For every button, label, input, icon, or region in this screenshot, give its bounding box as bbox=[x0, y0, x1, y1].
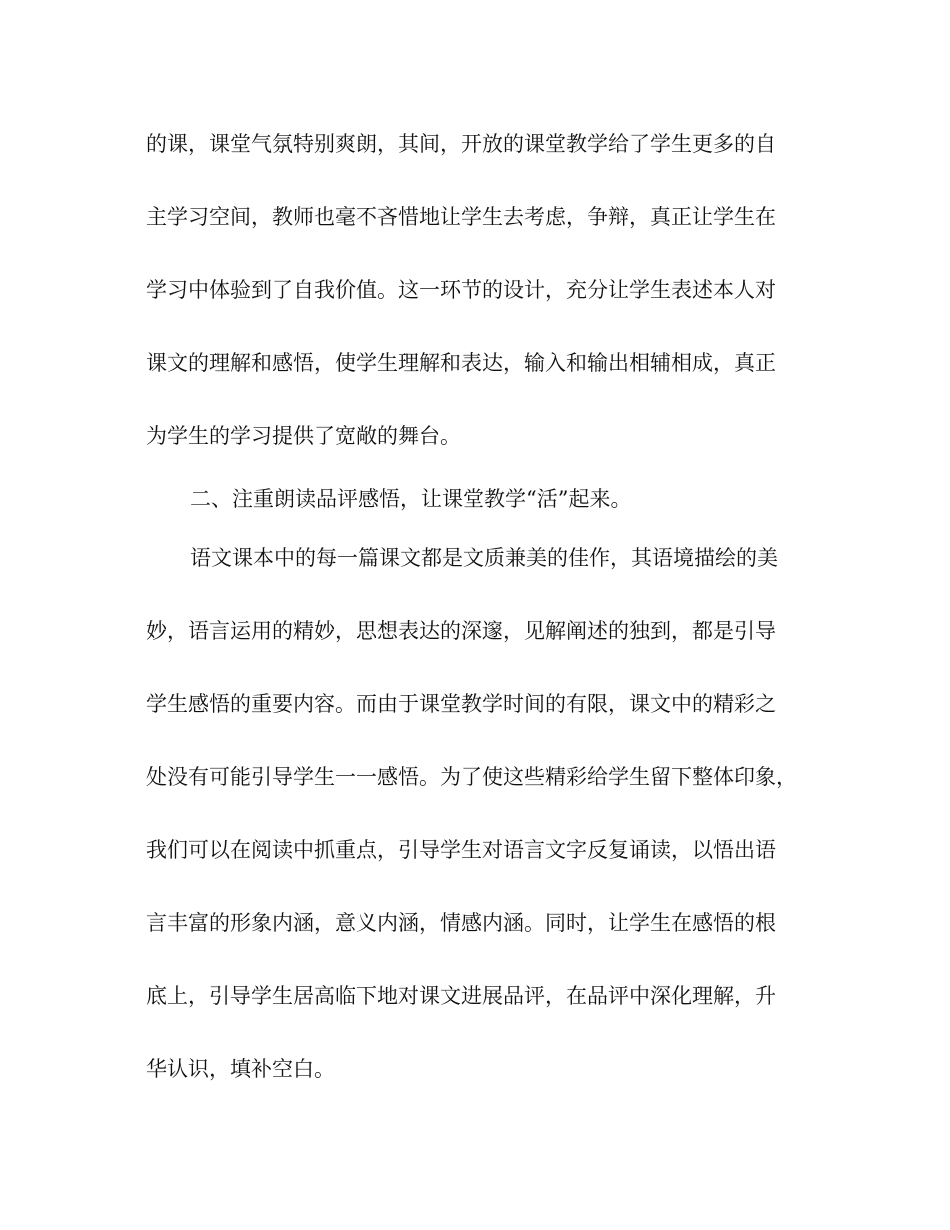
paragraph-line: 课文的理解和感悟，使学生理解和表达，输入和输出相辅相成，真正 bbox=[146, 351, 776, 375]
paragraph-line: 华认识，填补空白。 bbox=[146, 1057, 335, 1081]
paragraph-line: 语文课本中的每一篇课文都是文质兼美的佳作，其语境描绘的美 bbox=[190, 546, 778, 570]
paragraph-line: 学生感悟的重要内容。而由于课堂教学时间的有限，课文中的精彩之 bbox=[146, 692, 776, 716]
paragraph-line: 主学习空间，教师也毫不吝惜地让学生去考虑，争辩，真正让学生在 bbox=[146, 205, 776, 229]
paragraph-line: 的课，课堂气氛特别爽朗，其间，开放的课堂教学给了学生更多的自 bbox=[146, 132, 776, 156]
paragraph-line: 学习中体验到了自我价值。这一环节的设计，充分让学生表述本人对 bbox=[146, 278, 776, 302]
paragraph-line: 妙，语言运用的精妙，思想表达的深邃，见解阐述的独到，都是引导 bbox=[146, 619, 776, 643]
paragraph-line: 底上，引导学生居高临下地对课文进展品评，在品评中深化理解，升 bbox=[146, 984, 776, 1008]
section-heading: 二、注重朗读品评感悟，让课堂教学“活”起来。 bbox=[190, 487, 632, 511]
paragraph-line: 为学生的学习提供了宽敞的舞台。 bbox=[146, 424, 461, 448]
paragraph-line: 言丰富的形象内涵，意义内涵，情感内涵。同时，让学生在感悟的根 bbox=[146, 911, 776, 935]
paragraph-line: 我们可以在阅读中抓重点，引导学生对语言文字反复诵读，以悟出语 bbox=[146, 838, 776, 862]
paragraph-line: 处没有可能引导学生一一感悟。为了使这些精彩给学生留下整体印象， bbox=[146, 765, 797, 789]
